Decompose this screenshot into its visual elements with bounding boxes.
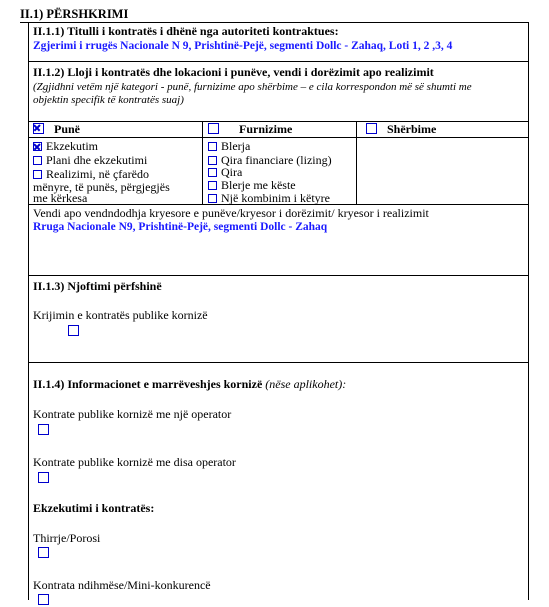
checkbox-icon[interactable] — [208, 194, 217, 203]
pune-option-cont1: mënyre, të punës, përgjegjës — [33, 180, 170, 194]
checkbox-icon[interactable] — [366, 123, 377, 134]
furnizime-option-label: Një kombinim i këtyre — [221, 191, 330, 205]
s114-opt4-label: Kontrata ndihmëse/Mini-konkurencë — [33, 578, 211, 592]
category-sherbime[interactable] — [366, 122, 436, 136]
section-title: II.1) PËRSHKRIMI — [20, 7, 129, 21]
s114-opt1-label: Kontrate publike kornizë me një operator — [33, 407, 232, 421]
s114-opt1-checkbox[interactable] — [38, 423, 53, 437]
checkbox-icon[interactable] — [38, 547, 49, 558]
checkbox-icon[interactable] — [68, 325, 79, 336]
checkbox-icon[interactable] — [38, 424, 49, 435]
frame-right — [528, 22, 529, 600]
furnizime-option-label: Qira financiare (lizing) — [221, 153, 332, 167]
s114-opt4-checkbox[interactable] — [38, 593, 53, 607]
pune-option-plani[interactable] — [33, 153, 147, 167]
pune-option-ekzekutim[interactable] — [33, 139, 98, 153]
s113-heading: II.1.3) Njoftimi përfshinë — [33, 279, 162, 293]
checkbox-icon[interactable] — [208, 156, 217, 165]
furnizime-option-label: Blerja — [221, 139, 251, 153]
location-value: Rruga Nacionale N9, Prishtinë-Pejë, segmenti Dollc - Zahaq — [33, 221, 328, 233]
s114-heading: II.1.4) Informacionet e marrëveshjes kornizë — [33, 377, 263, 391]
checkbox-icon[interactable] — [208, 123, 219, 134]
checkbox-icon[interactable] — [208, 168, 217, 177]
s112-note-line2: objektin specifik të kontratës suaj) — [33, 94, 184, 106]
s112-note-line1: (Zgjidhni vetëm një kategori - punë, furnizime apo shërbime – e cila korrespondon më së shumti me — [33, 81, 472, 93]
furnizime-option-qira[interactable] — [208, 165, 242, 179]
category-furnizime-label: Furnizime — [239, 122, 293, 136]
frame-top — [20, 22, 529, 23]
divider-111 — [28, 61, 529, 62]
s114-opt2-label: Kontrate publike kornizë me disa operator — [33, 455, 236, 469]
checkbox-icon[interactable] — [208, 142, 217, 151]
furnizime-option-label: Blerje me këste — [221, 178, 296, 192]
s111-value: Zgjerimi i rrugës Nacionale N 9, Prishtinë-Pejë, segmenti Dollc - Zahaq, Loti 1, 2 ,3, 4 — [33, 40, 453, 52]
category-furnizime[interactable] — [208, 122, 292, 136]
s114-opt3-checkbox[interactable] — [38, 546, 53, 560]
furnizime-option-kezte[interactable] — [208, 178, 296, 192]
s114-heading-note: (nëse aplikohet): — [265, 377, 347, 391]
pune-option-label: Ekzekutim — [46, 139, 98, 153]
checkbox-icon[interactable] — [38, 472, 49, 483]
pune-option-label: Plani dhe ekzekutimi — [46, 153, 148, 167]
frame-left — [28, 22, 29, 600]
divider-112-end — [28, 275, 529, 276]
s113-text: Krijimin e kontratës publike kornizë — [33, 308, 208, 322]
divider-113-end — [28, 362, 529, 363]
s112-heading: II.1.2) Lloji i kontratës dhe lokacioni i punëve, vendi i dorëzimit apo realizimit — [33, 65, 434, 79]
pune-option-cont2: me kërkesa — [33, 191, 88, 205]
s114-opt2-checkbox[interactable] — [38, 471, 53, 485]
checked-box-icon[interactable] — [33, 142, 42, 151]
furnizime-option-label: Qira — [221, 165, 243, 179]
col-divider-1 — [202, 121, 203, 204]
s111-heading: II.1.1) Titulli i kontratës i dhënë nga autoriteti kontraktues: — [33, 24, 339, 38]
s114-exec-heading: Ekzekutimi i kontratës: — [33, 501, 155, 515]
checkbox-icon[interactable] — [33, 156, 42, 165]
category-sherbime-label: Shërbime — [387, 122, 437, 136]
pune-option-label: Realizimi, në çfarëdo — [46, 167, 149, 181]
s114-heading-row — [33, 377, 346, 391]
furnizime-option-blerja[interactable] — [208, 139, 250, 153]
col-divider-2 — [356, 121, 357, 204]
s113-checkbox[interactable] — [68, 324, 83, 338]
location-label: Vendi apo vendndodhja kryesore e punëve/kryesor i dorëzimit/ kryesor i realizimit — [33, 206, 429, 220]
checkbox-icon[interactable] — [208, 181, 217, 190]
checked-box-icon[interactable] — [33, 123, 44, 134]
divider-categories — [28, 137, 529, 138]
category-pune-label: Punë — [54, 122, 81, 136]
s114-opt3-label: Thirrje/Porosi — [33, 531, 101, 545]
category-pune[interactable] — [33, 122, 80, 136]
furnizime-option-kombinim[interactable] — [208, 191, 330, 205]
